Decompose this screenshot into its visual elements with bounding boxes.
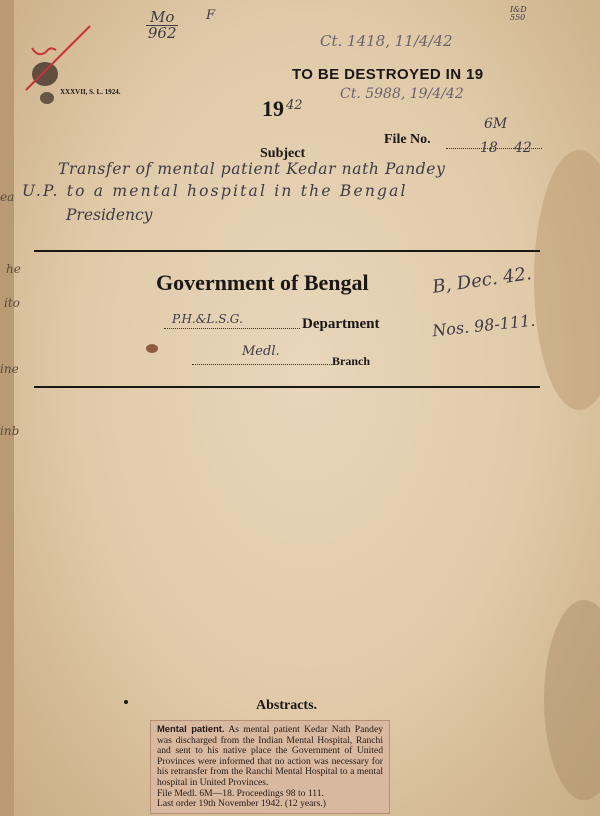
file-no-year: 42 bbox=[514, 140, 532, 156]
margin-note-2: he bbox=[6, 262, 21, 276]
paper-stain bbox=[534, 150, 600, 410]
red-pencil-mark bbox=[18, 20, 98, 110]
margin-note-1: ea bbox=[0, 190, 15, 204]
paper-stain bbox=[146, 344, 158, 353]
ref-mark: F bbox=[206, 8, 216, 23]
bottom-rule bbox=[34, 386, 540, 388]
top-rule bbox=[34, 250, 540, 252]
destroy-stamp: TO BE DESTROYED IN 19 bbox=[292, 66, 484, 83]
pencil-dot bbox=[124, 700, 128, 704]
margin-note-3: ito bbox=[4, 296, 20, 310]
file-no-value-top: 6M bbox=[484, 116, 508, 132]
paper-stain bbox=[544, 600, 600, 800]
abstract-lead: Mental patient. bbox=[157, 723, 225, 734]
department-value: P.H.&L.S.G. bbox=[172, 312, 243, 326]
handwritten-ref-2: Ct. 5988, 19/4/42 bbox=[340, 86, 464, 102]
branch-label: Branch bbox=[332, 354, 371, 368]
subject-line-1: Transfer of mental patient Kedar nath Pandey bbox=[58, 160, 446, 178]
file-no-label: File No. bbox=[384, 132, 431, 147]
year-printed: 19 bbox=[262, 96, 284, 121]
ref-number: Mo 962 bbox=[147, 8, 177, 42]
subject-line-2: U.P. to a mental hospital in the Bengal bbox=[22, 182, 408, 200]
left-binding-strip bbox=[0, 0, 15, 816]
department-label: Department bbox=[302, 316, 380, 332]
branch-value: Medl. bbox=[242, 344, 280, 359]
subject-line-3: Presidency bbox=[66, 206, 153, 224]
file-cover bbox=[14, 0, 600, 816]
form-code: XXXVII, S. L. 1924. bbox=[60, 88, 121, 96]
corner-code: I&D 550 bbox=[510, 5, 527, 22]
branch-dotted-line bbox=[192, 364, 332, 365]
government-title: Government of Bengal bbox=[156, 270, 369, 295]
subject-label: Subject bbox=[260, 146, 306, 161]
handwritten-ref-1: Ct. 1418, 11/4/42 bbox=[320, 32, 453, 50]
abstract-file-line: File Medl. 6M—18. Proceedings 98 to 111. bbox=[157, 787, 324, 799]
side-note-line-1: B, Dec. 42. bbox=[431, 263, 533, 298]
file-no-value-bottom: 18 bbox=[480, 140, 498, 156]
abstract-last-order: Last order 19th November 1942. (12 years.) bbox=[157, 798, 326, 810]
abstracts-heading: Abstracts. bbox=[256, 698, 318, 713]
abstract-clipping bbox=[150, 720, 390, 814]
side-note-line-2: Nos. 98-111. bbox=[431, 310, 537, 341]
department-dotted-line bbox=[164, 328, 300, 329]
year-written: 42 bbox=[286, 98, 303, 113]
abstract-body: As mental patient Kedar Nath Pandey was discharged from the Indian Mental Hospital, Ranchi and sent to his native place the Government of United Provinces were informed that no action was necessary for his retransfer from the Ranchi Mental Hospital to a mental hospital in United Provinces. bbox=[157, 724, 383, 788]
margin-note-4: ine bbox=[0, 362, 19, 376]
margin-note-5: inb bbox=[0, 424, 20, 438]
